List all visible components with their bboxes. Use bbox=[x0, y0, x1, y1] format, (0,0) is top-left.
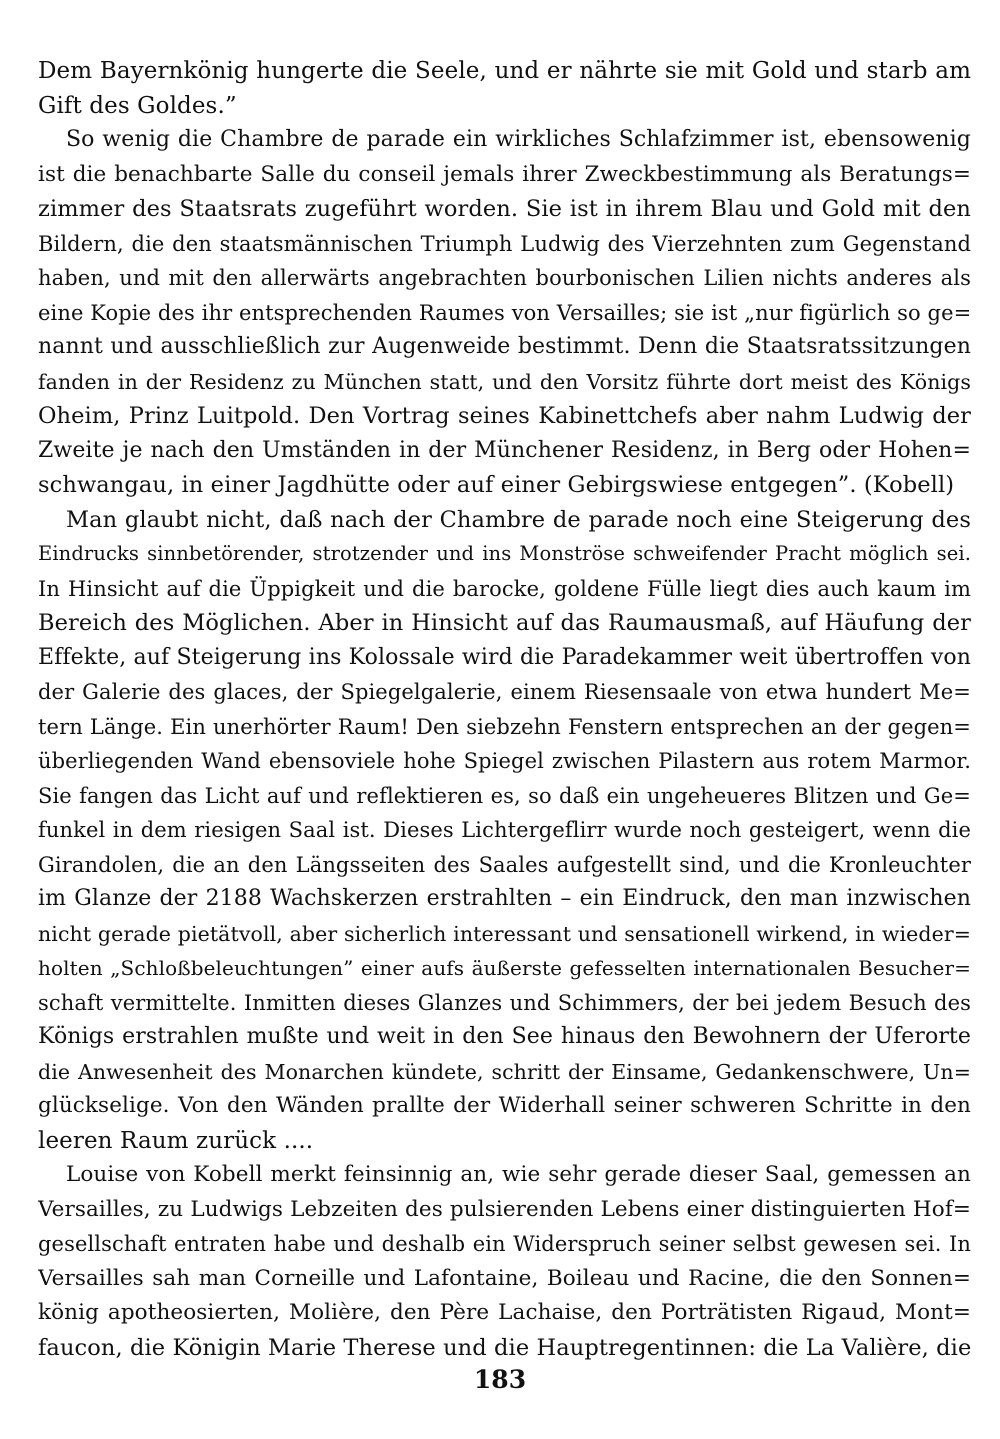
text-line: glückselige. Von den Wänden prallte der Widerhall seiner schweren Schritte in den bbox=[38, 1093, 971, 1118]
body-text bbox=[38, 54, 971, 1365]
text-line: haben, und mit den allerwärts angebrachten bourbonischen Lilien nichts anderes als bbox=[38, 266, 971, 290]
text-line: im Glanze der 2188 Wachskerzen erstrahlten – ein Eindruck, den man inzwischen bbox=[38, 886, 971, 911]
text-line: tern Länge. Ein unerhörter Raum! Den siebzehn Fenstern entsprechen an der gegen= bbox=[38, 714, 971, 739]
text-line: Sie fangen das Licht auf und reflektieren es, so daß ein ungeheueres Blitzen und Ge= bbox=[38, 783, 971, 808]
text-line: Girandolen, die an den Längsseiten des Saales aufgestellt sind, und die Kronleuchter bbox=[38, 852, 971, 877]
text-line: nannt und ausschließlich zur Augenweide bestimmt. Denn die Staatsratssitzungen bbox=[38, 334, 971, 359]
text-line: Versailles sah man Corneille und Lafontaine, Boileau und Racine, die den Sonnen= bbox=[38, 1265, 971, 1291]
text-line: der Galerie des glaces, der Spiegelgalerie, einem Riesensaale von etwa hundert Me= bbox=[38, 680, 971, 704]
text-line: Dem Bayernkönig hungerte die Seele, und er nährte sie mit Gold und starb am bbox=[38, 58, 971, 84]
text-line: faucon, die Königin Marie Therese und die Hauptregentinnen: die La Valière, die bbox=[38, 1334, 971, 1361]
text-line: fanden in der Residenz zu München statt, und den Vorsitz führte dort meist des Königs bbox=[38, 369, 971, 394]
text-line: Bereich des Möglichen. Aber in Hinsicht auf das Raumausmaß, auf Häufung der bbox=[38, 610, 971, 636]
text-line: Zweite je nach den Umständen in der Münchener Residenz, in Berg oder Hohen= bbox=[38, 437, 971, 463]
text-line: So wenig die Chambre de parade ein wirkliches Schlafzimmer ist, ebensowenig bbox=[66, 127, 971, 152]
text-line: gesellschaft entraten habe und deshalb ein Widerspruch seiner selbst gewesen sei. In bbox=[38, 1232, 971, 1256]
text-line: ist die benachbarte Salle du conseil jemals ihrer Zweckbestimmung als Beratungs= bbox=[38, 161, 971, 187]
text-line: In Hinsicht auf die Üppigkeit und die barocke, goldene Fülle liegt dies auch kaum im bbox=[38, 576, 971, 601]
text-line: Oheim, Prinz Luitpold. Den Vortrag seines Kabinettchefs aber nahm Ludwig der bbox=[38, 403, 971, 429]
text-line: Königs erstrahlen mußte und weit in den See hinaus den Bewohnern der Uferorte bbox=[38, 1024, 971, 1049]
text-line: Bildern, die den staatsmännischen Triumph Ludwig des Vierzehnten zum Gegenstand bbox=[38, 231, 971, 256]
text-line: Versailles, zu Ludwigs Lebzeiten des pulsierenden Lebens einer distinguierten Hof= bbox=[38, 1196, 971, 1222]
page-number: 183 bbox=[473, 1365, 527, 1394]
text-line: die Anwesenheit des Monarchen kündete, schritt der Einsame, Gedankenschwere, Un= bbox=[38, 1059, 971, 1084]
text-line: schaft vermittelte. Inmitten dieses Glanzes und Schimmers, der bei jedem Besuch des bbox=[38, 990, 971, 1015]
text-line: überliegenden Wand ebensoviele hohe Spiegel zwischen Pilastern aus rotem Marmor. bbox=[38, 749, 971, 773]
text-line: Effekte, auf Steigerung ins Kolossale wird die Paradekammer weit übertroffen von bbox=[38, 644, 971, 670]
text-line: leeren Raum zurück .... bbox=[38, 1127, 314, 1154]
text-line: Gift des Goldes.” bbox=[38, 92, 237, 119]
text-line: eine Kopie des ihr entsprechenden Raumes von Versailles; sie ist „nur figürlich so ge= bbox=[38, 300, 971, 325]
text-line: Eindrucks sinnbetörender, strotzender und ins Monströse schweifender Pracht möglich sei. bbox=[38, 542, 971, 565]
text-line: funkel in dem riesigen Saal ist. Dieses Lichtergeflirr wurde noch gesteigert, wenn die bbox=[38, 818, 971, 842]
text-line: Louise von Kobell merkt feinsinnig an, wie sehr gerade dieser Saal, gemessen an bbox=[66, 1162, 971, 1187]
text-line: zimmer des Staatsrats zugeführt worden. Sie ist in ihrem Blau und Gold mit den bbox=[38, 196, 971, 222]
text-line: holten „Schloßbeleuchtungen” einer aufs äußerste gefesselten internationalen Besucher= bbox=[38, 956, 971, 980]
text-line: schwangau, in einer Jagdhütte oder auf einer Gebirgswiese entgegen”. (Kobell) bbox=[38, 472, 955, 498]
text-line: könig apotheosierten, Molière, den Père Lachaise, den Porträtisten Rigaud, Mont= bbox=[38, 1300, 971, 1325]
text-line: Man glaubt nicht, daß nach der Chambre de parade noch eine Steigerung des bbox=[66, 506, 971, 533]
text-line: nicht gerade pietätvoll, aber sicherlich interessant und sensationell wirkend, in wieder= bbox=[38, 921, 971, 946]
